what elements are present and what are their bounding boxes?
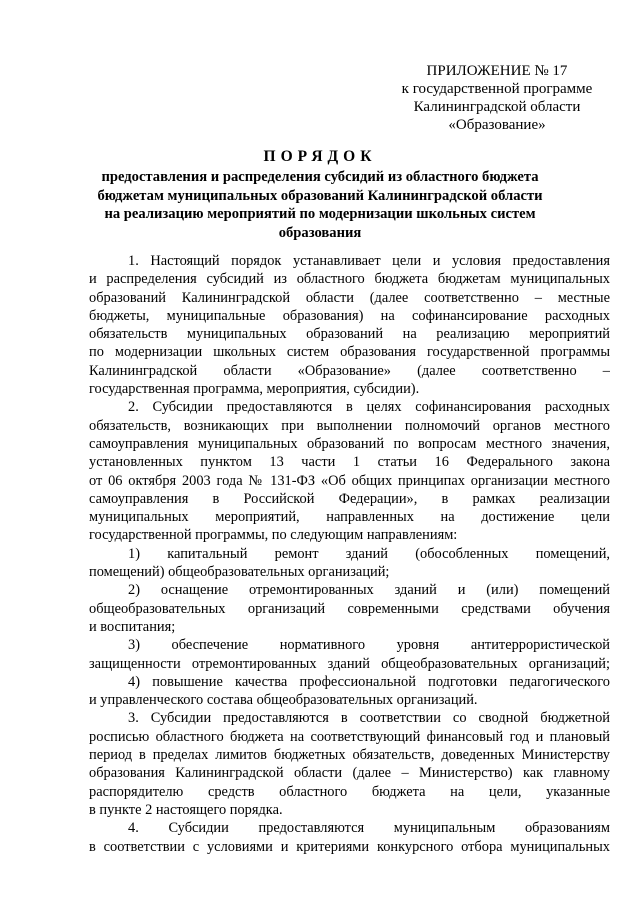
paragraph-1-line: 1. Настоящий порядок устанавливает цели и условия предоставления <box>128 253 610 269</box>
list-item-2-line: общеобразовательных организаций современными средствами обучения <box>89 600 610 617</box>
paragraph-1-line: и распределения субсидий из областного бюджета бюджетам муниципальных <box>89 271 610 288</box>
paragraph-2-line: от 06 октября 2003 года № 131-ФЗ «Об общих принципах организации местного <box>89 472 610 489</box>
paragraph-4-line: 4. Субсидии предоставляются муниципальным образованиям <box>128 820 610 837</box>
list-item-1-line: 1) капитальный ремонт зданий (обособленных помещений, <box>128 545 610 562</box>
appendix-header <box>392 62 602 134</box>
subtitle-line: на реализацию мероприятий по модернизации школьных систем <box>104 206 536 222</box>
appendix-program-ref: к государственной программе <box>401 81 593 97</box>
paragraph-2-line: 2. Субсидии предоставляются в целях софинансирования расходных <box>128 399 610 416</box>
paragraph-1-line: по модернизации школьных систем образования государственной программы <box>89 344 610 361</box>
paragraph-1-line: Калининградской области «Образование» (далее соответственно – <box>89 362 610 379</box>
paragraph-3-line: образования Калининградской области (далее – Министерство) как главному <box>89 765 610 782</box>
subtitle-line: предоставления и распределения субсидий из областного бюджета <box>101 169 539 185</box>
document-body <box>89 252 610 856</box>
paragraph-2-line: самоуправления в Российской Федерации», в рамках реализации <box>89 490 610 507</box>
paragraph-1-line: образований Калининградской области (далее соответственно – местные <box>89 289 610 306</box>
paragraph-3-line: распорядителю средств областного бюджета на цели, указанные <box>89 783 610 800</box>
paragraph-3-line: 3. Субсидии предоставляются в соответствии со сводной бюджетной <box>128 710 610 727</box>
document-subtitle <box>80 168 560 242</box>
document-title: ПОРЯДОК <box>263 148 377 165</box>
appendix-number: ПРИЛОЖЕНИЕ № 17 <box>426 63 568 79</box>
paragraph-3-line: в пункте 2 настоящего порядка. <box>89 801 283 818</box>
subtitle-line: образования <box>278 224 362 241</box>
subtitle-line: бюджетам муниципальных образований Калининградской области <box>97 187 543 204</box>
paragraph-2-line: государственной программы, по следующим направлениям: <box>89 527 458 544</box>
paragraph-2-line: обязательств, возникающих при выполнении полномочий органов местного <box>89 417 610 434</box>
appendix-program-name: «Образование» <box>448 117 546 133</box>
paragraph-1-line: обязательств муниципальных образований на реализацию мероприятий <box>89 326 610 343</box>
paragraph-3-line: период в пределах лимитов бюджетных обязательств, доведенных Министерству <box>89 747 610 764</box>
list-item-3-line: 3) обеспечение нормативного уровня антитеррористической <box>128 637 610 654</box>
paragraph-1-line: государственная программа, мероприятия, субсидии). <box>89 381 420 398</box>
list-item-2-line: и воспитания; <box>89 618 176 635</box>
list-item-3-line: защищенности отремонтированных зданий общеобразовательных организаций; <box>89 655 610 672</box>
list-item-1-line: помещений) общеобразовательных организаций; <box>89 564 390 581</box>
appendix-region: Калининградской области <box>413 99 581 115</box>
paragraph-2-line: муниципальных мероприятий, направленных на достижение цели <box>89 509 610 526</box>
list-item-4-line: 4) повышение качества профессиональной подготовки педагогического <box>128 673 610 690</box>
paragraph-2-line: установленных пунктом 13 части 1 статьи 16 Федерального закона <box>89 454 610 471</box>
paragraph-1-line: бюджеты, муниципальные образования) на софинансирование расходных <box>89 307 610 324</box>
paragraph-4-line: в соответствии с условиями и критериями конкурсного отбора муниципальных <box>89 838 610 855</box>
list-item-4-line: и управленческого состава общеобразовательных организаций. <box>89 692 478 709</box>
paragraph-3-line: росписью областного бюджета на соответствующий финансовый год и плановый <box>89 728 610 745</box>
list-item-2-line: 2) оснащение отремонтированных зданий и (или) помещений <box>128 582 610 599</box>
paragraph-2-line: самоуправления муниципальных образований по вопросам местного значения, <box>89 435 610 452</box>
